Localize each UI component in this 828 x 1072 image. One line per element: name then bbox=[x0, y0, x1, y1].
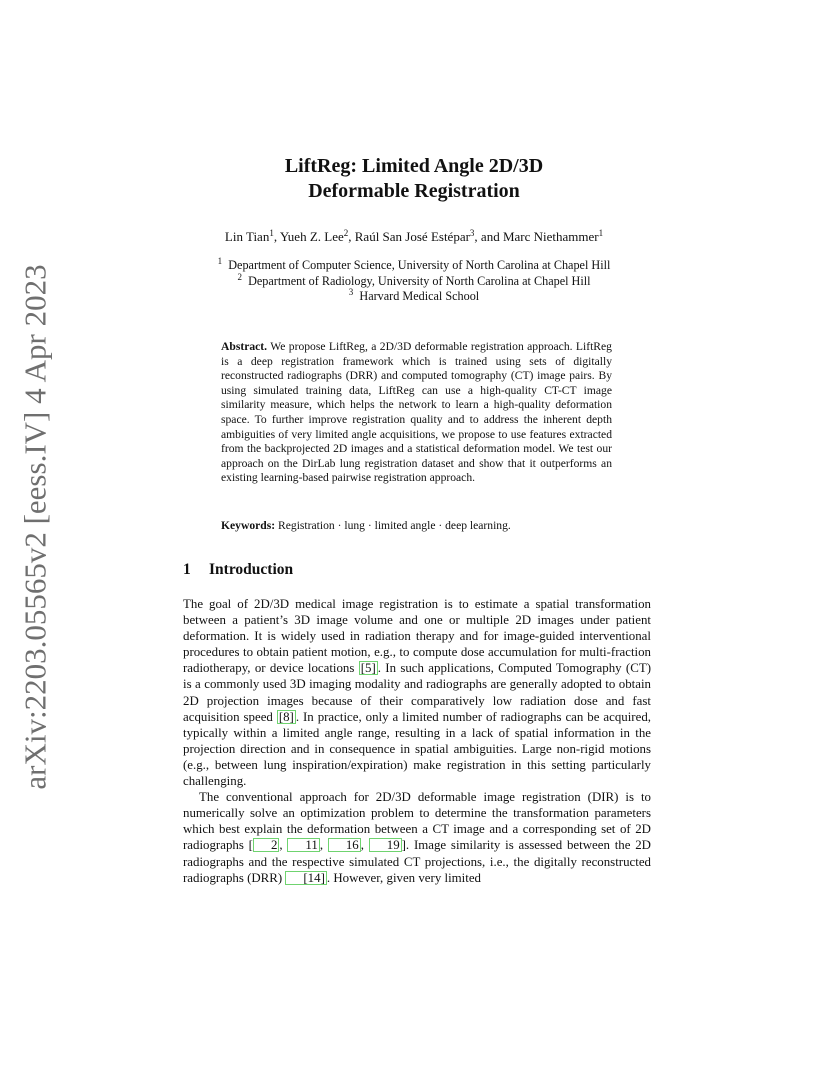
body-text bbox=[183, 596, 651, 886]
text-run: . In such applications, Computed Tomography (CT) is a commonly used 3D imaging modality and radiographs are generally adopted to obtain 2D projection images because of their comparatively low radiation dose and fast acquisition speed bbox=[183, 661, 651, 724]
section-heading bbox=[183, 561, 653, 579]
text-run: . In practice, only a limited number of radiographs can be acquired, typically within a limited angle range, resulting in a lack of spatial information in the projection direction and in consequence in spatial ambiguities. Large non-rigid motions (e.g., between lung inspiration/expiration) make registration in this setting particularly challenging. bbox=[183, 709, 651, 789]
citation-link[interactable]: 2 bbox=[253, 838, 279, 852]
affiliation-mark: 1 bbox=[217, 256, 223, 266]
arxiv-identifier bbox=[16, 264, 56, 790]
section-number: 1 bbox=[183, 561, 191, 578]
title-line-2: Deformable Registration bbox=[308, 180, 520, 202]
affiliation-mark: 3 bbox=[348, 287, 354, 297]
citation-link[interactable]: 19 bbox=[369, 838, 402, 852]
text-run: The goal of 2D/3D medical image registration is to estimate a spatial transformation between a patient’s 3D image volume and one or multiple 2D images under patient deformation. It is widely used in radiation therapy and for image-guided interventional procedures to obtain patient motion, e.g., to compute dose accumulation for multi-fraction radiotherapy, or device locations bbox=[183, 597, 651, 676]
abstract bbox=[221, 340, 612, 486]
author-name: Marc Niethammer bbox=[502, 229, 599, 244]
text-run: , bbox=[319, 838, 328, 853]
author-name: Lin Tian bbox=[224, 229, 270, 244]
keywords-text: Registration · lung · limited angle · deep learning. bbox=[278, 519, 511, 532]
author-affiliation-mark: 2 bbox=[343, 228, 349, 238]
keywords-label: Keywords: bbox=[221, 519, 276, 532]
text-run: . However, given very limited bbox=[326, 870, 482, 885]
author-separator: , bbox=[348, 229, 355, 244]
affiliation bbox=[0, 289, 828, 305]
keywords bbox=[221, 519, 612, 534]
section-title: Introduction bbox=[209, 561, 294, 578]
author-name: Yueh Z. Lee bbox=[279, 229, 344, 244]
affiliation-text: Harvard Medical School bbox=[359, 289, 480, 303]
text-run: , bbox=[279, 838, 288, 853]
citation-link[interactable]: [14] bbox=[285, 871, 326, 885]
text-run: ]. Image similarity is assessed between the 2D radiographs and the respective simulated CT projections, i.e., the digitally reconstructed radiographs (DRR) bbox=[183, 838, 651, 885]
citation-link[interactable]: 16 bbox=[328, 838, 361, 852]
paragraph bbox=[183, 789, 651, 886]
citation-link[interactable]: [8] bbox=[278, 709, 294, 724]
author-affiliation-mark: 3 bbox=[469, 228, 475, 238]
paper-title bbox=[0, 154, 828, 204]
citation-link[interactable]: 11 bbox=[287, 838, 319, 852]
title-line-1: LiftReg: Limited Angle 2D/3D bbox=[284, 155, 544, 177]
author-affiliation-mark: 1 bbox=[598, 228, 604, 238]
text-run: The conventional approach for 2D/3D deformable image registration (DIR) is to numerically solve an optimization problem to determine the transformation parameters which best explain the deformation between a CT image and a corresponding set of 2D radiographs [ bbox=[183, 790, 651, 853]
author-list bbox=[0, 229, 828, 245]
author-name: Raúl San José Estépar bbox=[354, 229, 470, 244]
author-separator: , and bbox=[474, 229, 503, 244]
author-affiliation-mark: 1 bbox=[269, 228, 274, 238]
affiliation bbox=[0, 271, 828, 290]
paragraph bbox=[183, 596, 651, 789]
affiliation-list bbox=[0, 258, 828, 305]
text-run: , bbox=[360, 838, 369, 853]
affiliation-mark: 2 bbox=[237, 271, 242, 282]
arxiv-identifier-text: arXiv:2203.05565v2 [eess.IV] 4 Apr 2023 bbox=[18, 264, 54, 790]
author-separator: , bbox=[273, 229, 280, 244]
affiliation-text: Department of Radiology, University of North Carolina at Chapel Hill bbox=[248, 273, 591, 288]
citation-link[interactable]: [5] bbox=[360, 661, 376, 676]
abstract-label: Abstract. bbox=[221, 340, 268, 353]
abstract-text: We propose LiftReg, a 2D/3D deformable registration approach. LiftReg is a deep registration framework which is trained using sets of digitally reconstructed radiographs (DRR) and computed tomography (CT) image pairs. By using simulated training data, LiftReg can use a high-quality CT-CT image similarity measure, which helps the network to learn a high-quality deformation space. To further improve registration quality and to address the inherent depth ambiguities of very limited angle acquisitions, we propose to use features extracted from the backprojected 2D images and a statistical deformation model. We test our approach on the DirLab lung registration dataset and show that it outperforms an existing learning-based pairwise registration approach. bbox=[221, 340, 612, 485]
affiliation bbox=[0, 258, 828, 274]
affiliation-text: Department of Computer Science, University of North Carolina at Chapel Hill bbox=[228, 258, 611, 272]
